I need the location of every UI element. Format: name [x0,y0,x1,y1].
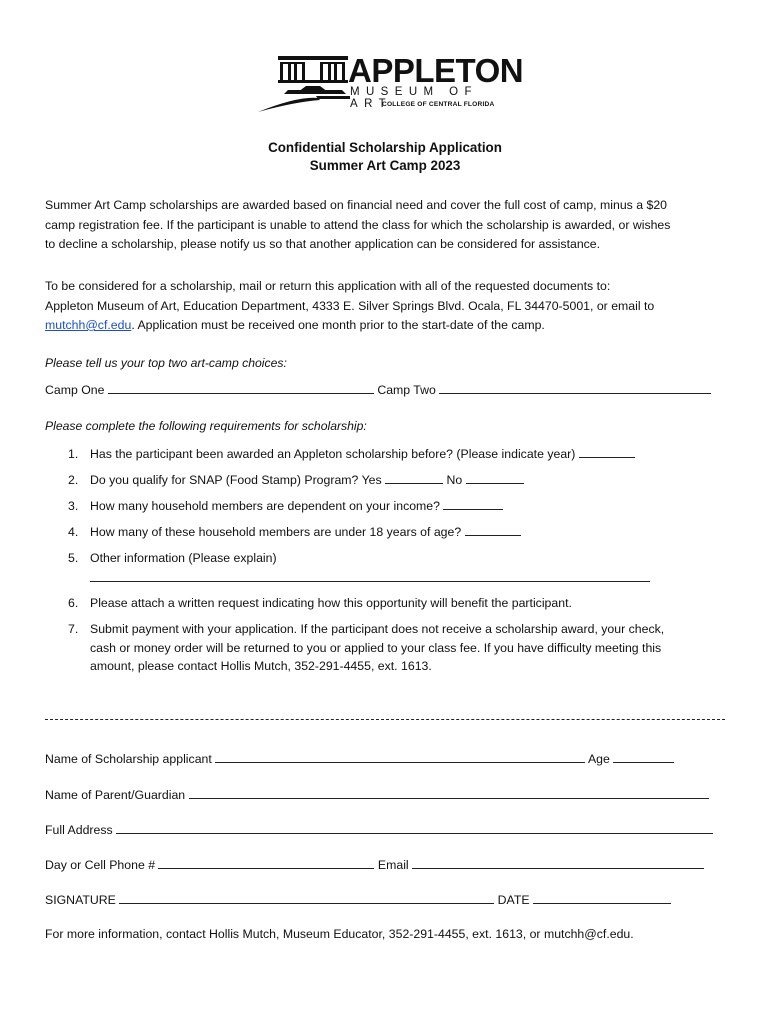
item-text: Has the participant been awarded an Appleton scholarship before? (Please indicate year) [90,447,576,461]
parent-row [45,786,709,802]
item-text [90,620,720,676]
address-row [45,821,713,837]
applicant-label: Name of Scholarship applicant [45,752,212,766]
camp-two-label: Camp Two [377,383,436,397]
document-subtitle: Summer Art Camp 2023 [309,158,461,173]
date-field[interactable] [533,891,671,904]
other-info-row [90,569,650,585]
parent-label: Name of Parent/Guardian [45,788,186,802]
camp-one-label: Camp One [45,383,105,397]
phone-email-row [45,856,704,872]
logo-title: APPLETON [348,52,524,89]
camp-choices-prompt: Please tell us your top two art-camp choices: [45,356,287,370]
item-text: How many of these household members are under 18 years of age? [90,525,462,539]
signature-label: SIGNATURE [45,893,116,907]
appleton-logo [258,52,524,116]
museum-building-icon [258,52,350,114]
intro-line-1: Summer Art Camp scholarships are awarded based on financial need and cover the full cost of camp, minus a $20 [45,198,668,212]
household-dependents-field[interactable] [443,497,503,510]
signature-field[interactable] [119,891,494,904]
email-field[interactable] [412,856,704,869]
other-info-field[interactable] [90,569,650,582]
submission-line-3 [45,316,735,336]
item-number: 3. [68,499,79,513]
logo-college: COLLEGE OF CENTRAL FLORIDA [382,101,495,108]
item-text: How many household members are dependent on your income? [90,499,440,513]
signature-row [45,891,671,907]
age-field[interactable] [613,750,674,763]
intro-line-3: to decline a scholarship, please notify us so that another application can be considered for assistance. [45,237,601,251]
item-7-line-2: cash or money order will be returned to you or applied to your class fee. If you have difficulty meeting this [90,640,662,655]
scholarship-year-field[interactable] [579,445,635,458]
item-text: Do you qualify for SNAP (Food Stamp) Program? Yes [90,473,382,487]
submission-line-1: To be considered for a scholarship, mail or return this application with all of the requested documents to: [45,279,611,293]
phone-field[interactable] [158,856,374,869]
logo-subtitle: MUSEUM OF ART [350,86,478,110]
date-label: DATE [497,893,530,907]
snap-no-field[interactable] [466,471,524,484]
intro-line-2: camp registration fee. If the participant is unable to attend the class for which the scholarship is awarded, or wishes [45,217,671,232]
item-7-line-3: amount, please contact Hollis Mutch, 352-291-4455, ext. 1613. [90,659,432,673]
submission-paragraph [45,277,735,336]
intro-paragraph [45,196,735,255]
footer-contact: For more information, contact Hollis Mutch, Museum Educator, 352-291-4455, ext. 1613, or mutchh@cf.edu. [45,927,634,941]
item-text: Other information (Please explain) [90,551,277,565]
item-number: 2. [68,473,79,487]
item-number: 1. [68,447,79,461]
age-label: Age [587,752,610,766]
item-number: 4. [68,525,79,539]
item-number: 5. [68,551,79,565]
applicant-name-field[interactable] [215,750,585,763]
address-label: Full Address [45,823,113,837]
snap-yes-field[interactable] [385,471,443,484]
item-number: 7. [68,622,79,636]
cut-line-divider [45,719,725,720]
email-link[interactable]: mutchh@cf.edu [45,318,132,332]
item-text: Please attach a written request indicating how this opportunity will benefit the participant. [90,596,572,610]
snap-no-label: No [446,473,463,487]
requirements-prompt: Please complete the following requirements for scholarship: [45,419,367,433]
phone-label: Day or Cell Phone # [45,858,156,872]
household-under-18-field[interactable] [465,523,521,536]
address-field[interactable] [116,821,713,834]
applicant-row [45,750,674,766]
parent-name-field[interactable] [189,786,709,799]
item-number: 6. [68,596,79,610]
submission-line-2: Appleton Museum of Art, Education Department, 4333 E. Silver Springs Blvd. Ocala, FL 34470-5001, or email to [45,298,655,313]
camp-one-field[interactable] [108,381,374,394]
camp-choices-row [45,381,711,397]
camp-two-field[interactable] [439,381,711,394]
email-label: Email [377,858,409,872]
submission-line-3-rest: . Application must be received one month prior to the start-date of the camp. [131,318,545,332]
item-7-line-1: Submit payment with your application. If the participant does not receive a scholarship award, your check, [90,622,665,636]
document-title: Confidential Scholarship Application [268,140,502,155]
